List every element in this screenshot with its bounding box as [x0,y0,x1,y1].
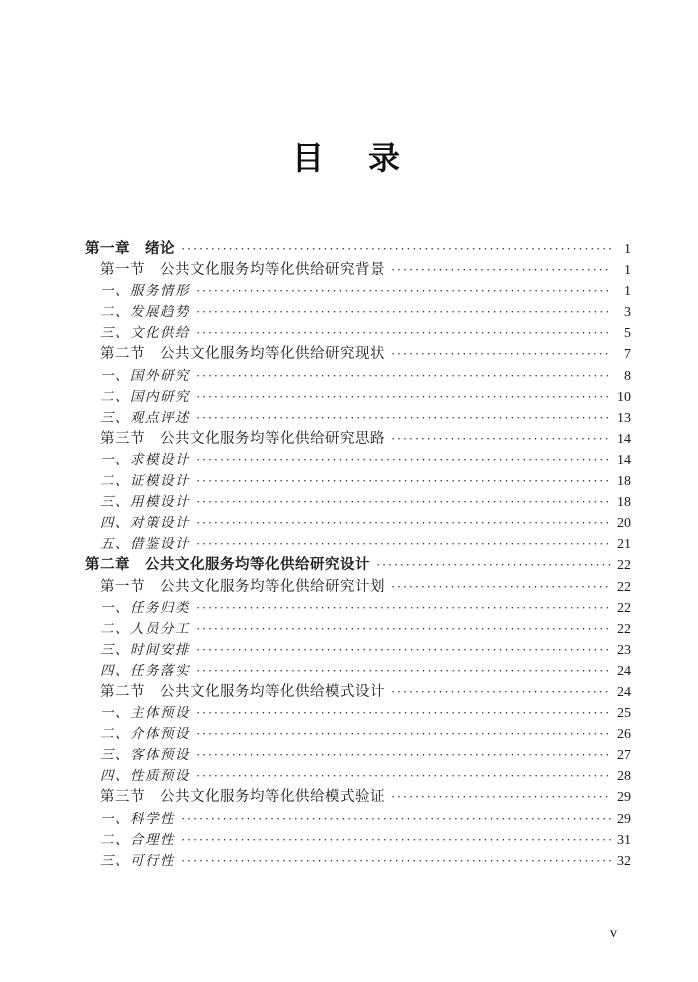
toc-entry [85,743,631,764]
dot-leader [391,345,611,363]
toc-entry-page: 24 [617,663,631,679]
toc-entry-page: 13 [617,410,631,426]
dot-leader [391,683,611,701]
toc-entry [85,828,631,849]
toc-entry-page: 1 [624,242,631,257]
toc-entry [85,448,631,469]
toc-entry-label: 二、国内研究 [100,388,190,404]
toc-entry-label: 第一节 公共文化服务均等化供给研究计划 [100,578,385,595]
toc-entry-label: 一、任务归类 [100,599,190,615]
toc-entry-label: 四、任务落实 [100,662,190,678]
toc-entry-label: 一、服务情形 [100,283,190,299]
toc-entry [85,385,631,406]
dot-leader [181,852,611,870]
toc-entry [85,364,631,385]
dot-leader [391,261,611,279]
toc-entry-page: 1 [624,284,631,300]
toc-entry-label: 一、科学性 [100,810,175,826]
toc-entry-label: 三、客体预设 [100,747,190,763]
toc-list [85,237,631,870]
dot-leader [196,324,611,342]
toc-entry-label: 一、国外研究 [100,367,190,383]
toc-entry-page: 21 [617,537,631,553]
toc-entry [85,553,631,574]
toc-entry-page: 20 [617,516,631,532]
dot-leader [196,704,611,722]
toc-entry-label: 三、文化供给 [100,325,190,341]
toc-entry-page: 18 [617,474,631,490]
toc-entry-page: 24 [617,684,631,700]
toc-entry-page: 29 [617,790,631,806]
toc-entry-label: 二、介体预设 [100,726,190,742]
folio-page-number: v [610,926,617,941]
toc-entry [85,722,631,743]
dot-leader [196,767,611,785]
toc-entry-label: 第三节 公共文化服务均等化供给模式验证 [100,789,385,806]
dot-leader [196,620,611,638]
dot-leader [196,725,611,743]
toc-entry [85,807,631,828]
toc-entry [85,469,631,490]
toc-entry-label: 一、主体预设 [100,705,190,721]
toc-entry [85,406,631,427]
toc-entry [85,849,631,870]
toc-entry-page: 22 [617,600,631,616]
toc-entry-page: 7 [624,347,631,363]
toc-entry-page: 23 [617,642,631,658]
toc-entry-page: 5 [624,326,631,342]
toc-entry-label: 第一节 公共文化服务均等化供给研究背景 [100,262,385,279]
toc-entry [85,701,631,722]
toc-entry-label: 四、性质预设 [100,768,190,784]
toc-entry-page: 28 [617,769,631,785]
toc-entry-label: 二、证模设计 [100,473,190,489]
toc-entry [85,638,631,659]
toc-entry [85,617,631,638]
toc-entry-page: 31 [617,832,631,848]
dot-leader [181,831,611,849]
toc-entry-label: 第二节 公共文化服务均等化供给研究现状 [100,346,385,363]
toc-entry [85,764,631,785]
toc-entry [85,532,631,553]
toc-entry-label: 第二节 公共文化服务均等化供给模式设计 [100,683,385,700]
dot-leader [196,472,611,490]
dot-leader [391,578,611,596]
toc-entry-page: 14 [617,452,631,468]
dot-leader [196,388,611,406]
dot-leader [196,367,611,385]
toc-entry-label: 第一章 绪论 [85,241,175,257]
toc-entry [85,785,631,806]
toc-entry [85,279,631,300]
toc-entry-page: 10 [617,389,631,405]
toc-entry [85,300,631,321]
toc-entry-page: 32 [617,853,631,869]
toc-entry-label: 第二章 公共文化服务均等化供给研究设计 [85,557,370,574]
toc-entry-page: 27 [617,748,631,764]
toc-entry [85,659,631,680]
dot-leader [196,303,611,321]
toc-entry [85,490,631,511]
toc-entry [85,575,631,596]
toc-entry-label: 五、借鉴设计 [100,536,190,552]
toc-entry [85,342,631,363]
dot-leader [181,240,611,258]
dot-leader [391,788,611,806]
toc-entry-page: 22 [617,621,631,637]
toc-entry-page: 18 [617,495,631,511]
dot-leader [391,430,611,448]
toc-entry [85,596,631,617]
toc-entry-label: 二、合理性 [100,831,175,847]
toc-entry-label: 一、求模设计 [100,451,190,467]
dot-leader [196,493,611,511]
dot-leader [196,535,611,553]
toc-entry-page: 3 [624,305,631,321]
toc-entry-page: 22 [617,579,631,595]
toc-entry-page: 22 [617,558,631,574]
toc-entry-label: 二、发展趋势 [100,304,190,320]
toc-entry-label: 第三节 公共文化服务均等化供给研究思路 [100,430,385,447]
toc-entry-page: 14 [617,431,631,447]
toc-entry [85,321,631,342]
toc-entry-page: 29 [617,811,631,827]
dot-leader [196,746,611,764]
toc-entry-label: 三、观点评述 [100,409,190,425]
dot-leader [181,810,611,828]
toc-entry-page: 26 [617,727,631,743]
dot-leader [196,282,611,300]
toc-entry [85,511,631,532]
toc-entry-label: 三、可行性 [100,852,175,868]
toc-entry-label: 三、时间安排 [100,641,190,657]
dot-leader [196,514,611,532]
dot-leader [196,662,611,680]
dot-leader [196,599,611,617]
toc-entry [85,680,631,701]
toc-entry-page: 1 [624,263,631,279]
dot-leader [376,556,611,574]
toc-entry [85,427,631,448]
dot-leader [196,451,611,469]
toc-entry-label: 三、用模设计 [100,494,190,510]
page-title: 目 录 [291,140,406,176]
dot-leader [196,641,611,659]
toc-entry-page: 8 [624,368,631,384]
toc-entry [85,237,631,258]
toc-entry-label: 二、人员分工 [100,620,190,636]
dot-leader [196,409,611,427]
toc-entry-page: 25 [617,706,631,722]
toc-entry [85,258,631,279]
toc-entry-label: 四、对策设计 [100,515,190,531]
